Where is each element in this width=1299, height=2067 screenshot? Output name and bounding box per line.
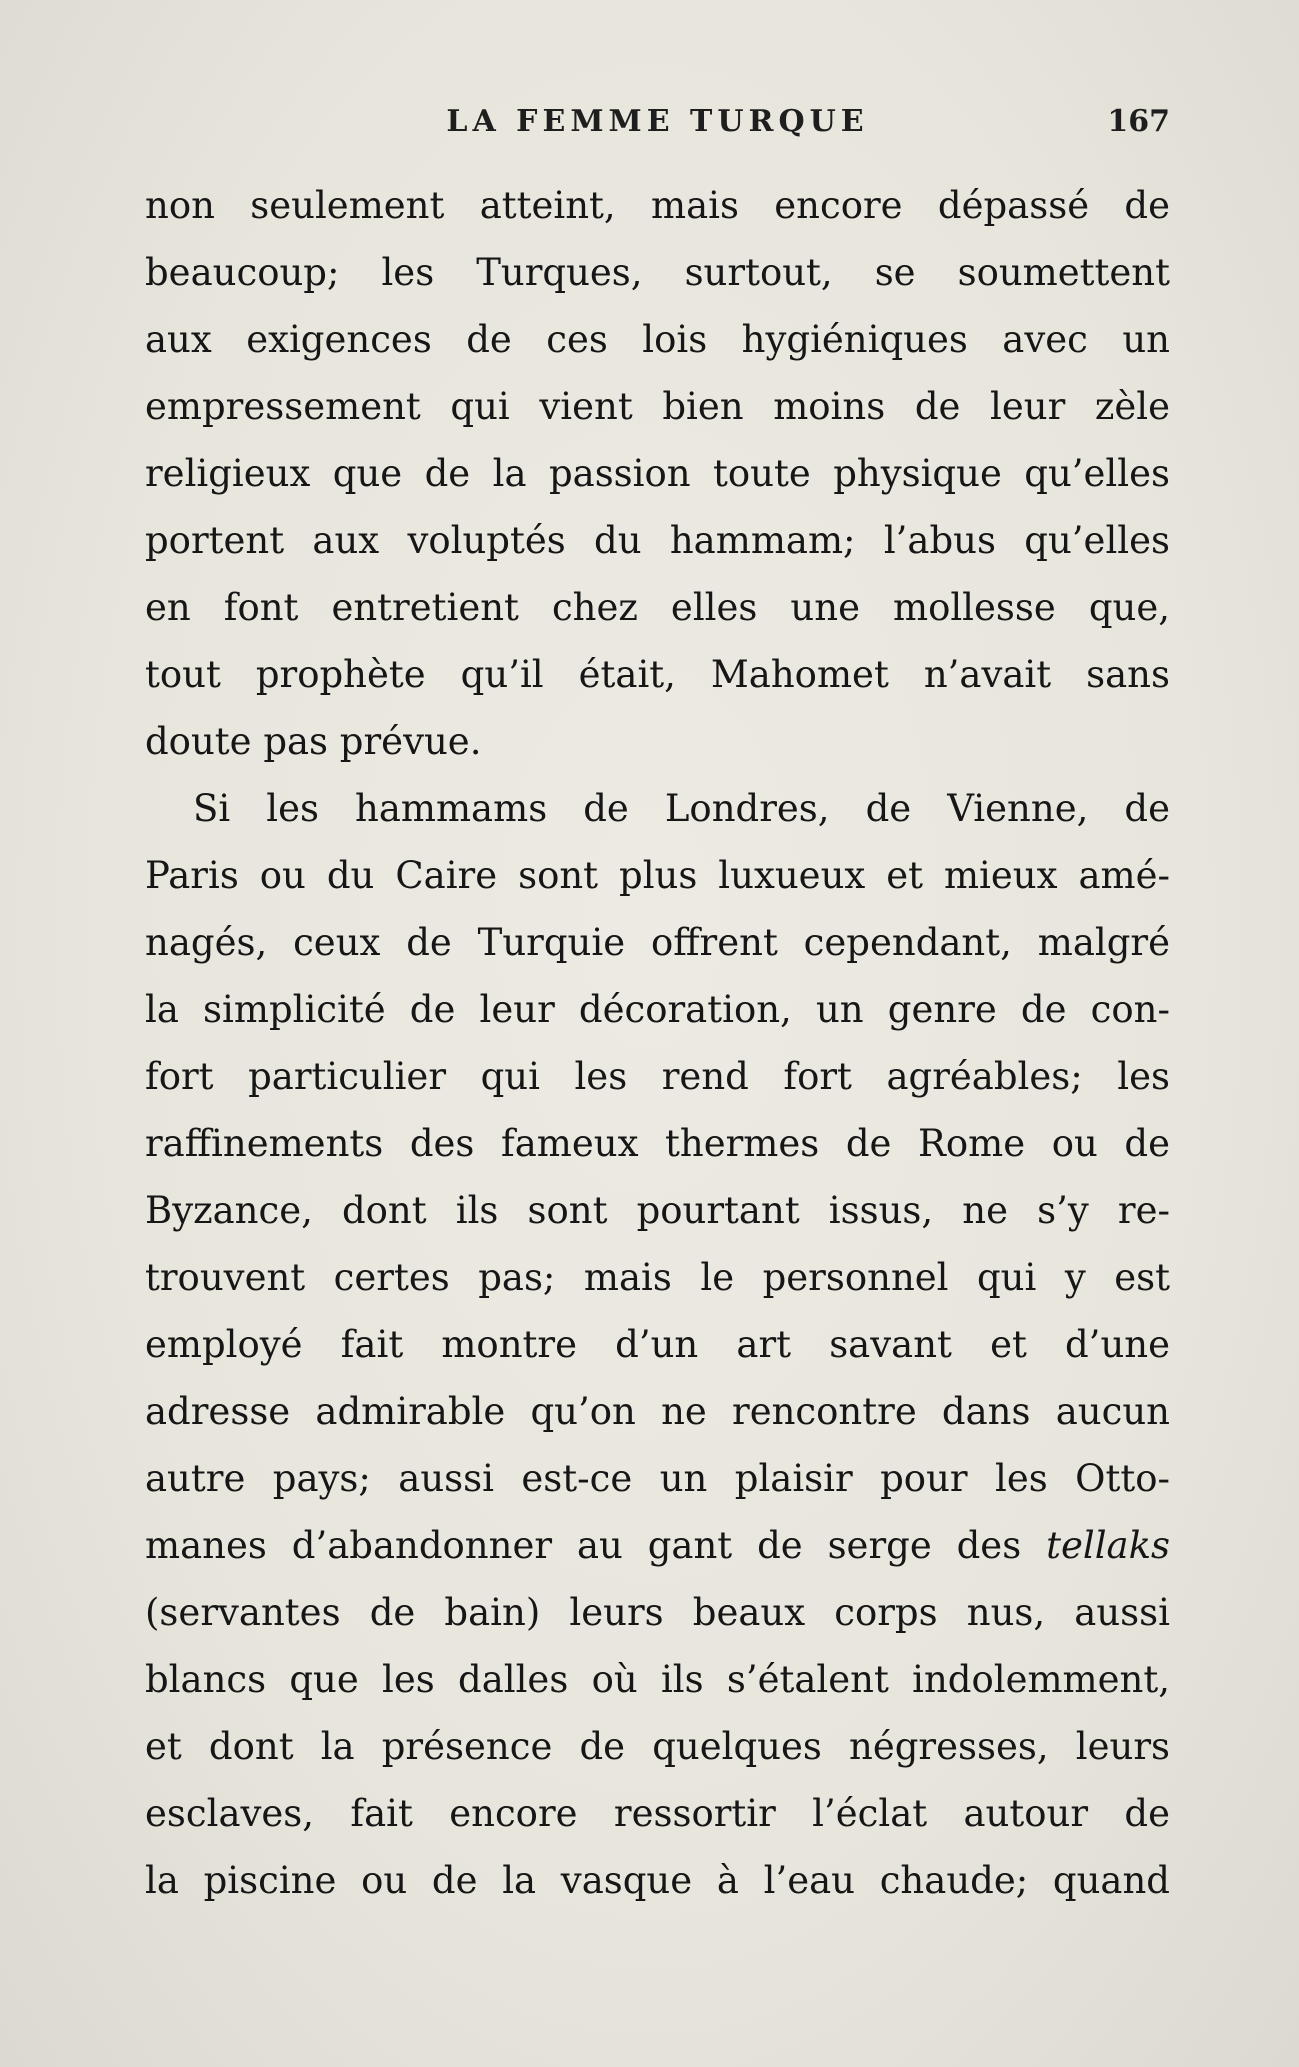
body-text xyxy=(145,172,1170,1914)
text-line-with-italic xyxy=(145,1512,1170,1579)
text-line: la piscine ou de la vasque à l’eau chaude; quand xyxy=(145,1859,1170,1902)
text-line: nagés, ceux de Turquie offrent cependant, malgré xyxy=(145,921,1170,964)
text-line: doute pas prévue. xyxy=(145,720,482,763)
text-line: esclaves, fait encore ressortir l’éclat autour de xyxy=(145,1792,1170,1835)
italic-word: tellaks xyxy=(1046,1524,1170,1567)
text-line: Paris ou du Caire sont plus luxueux et mieux amé- xyxy=(145,854,1170,897)
paragraph-start-line: Si les hammams de Londres, de Vienne, de xyxy=(193,787,1170,830)
text-line: employé fait montre d’un art savant et d’une xyxy=(145,1323,1170,1366)
text-line: non seulement atteint, mais encore dépassé de xyxy=(145,184,1170,227)
text-line: autre pays; aussi est-ce un plaisir pour les Otto- xyxy=(145,1457,1170,1500)
text-line: religieux que de la passion toute physique qu’elles xyxy=(145,452,1170,495)
text-line: blancs que les dalles où ils s’étalent indolemment, xyxy=(145,1658,1170,1701)
text-line: et dont la présence de quelques négresses, leurs xyxy=(145,1725,1170,1768)
running-title: LA FEMME TURQUE xyxy=(446,104,869,139)
page-number: 167 xyxy=(1107,104,1170,139)
text-line: empressement qui vient bien moins de leur zèle xyxy=(145,385,1170,428)
text-line: tout prophète qu’il était, Mahomet n’avait sans xyxy=(145,653,1170,696)
text-line: Byzance, dont ils sont pourtant issus, ne s’y re- xyxy=(145,1189,1170,1232)
text-line: la simplicité de leur décoration, un genre de con- xyxy=(145,988,1170,1031)
text-line: en font entretient chez elles une mollesse que, xyxy=(145,586,1170,629)
text-line: raffinements des fameux thermes de Rome ou de xyxy=(145,1122,1170,1165)
text-line: aux exigences de ces lois hygiéniques avec un xyxy=(145,318,1170,361)
running-head xyxy=(145,100,1170,156)
text-line: fort particulier qui les rend fort agréables; les xyxy=(145,1055,1170,1098)
line-text: manes d’abandonner au gant de serge des xyxy=(145,1524,1047,1567)
text-line: trouvent certes pas; mais le personnel qui y est xyxy=(145,1256,1170,1299)
text-line: beaucoup; les Turques, surtout, se soumettent xyxy=(145,251,1170,294)
text-line: portent aux voluptés du hammam; l’abus qu’elles xyxy=(145,519,1170,562)
text-line: (servantes de bain) leurs beaux corps nus, aussi xyxy=(145,1591,1170,1634)
text-line: adresse admirable qu’on ne rencontre dans aucun xyxy=(145,1390,1170,1433)
